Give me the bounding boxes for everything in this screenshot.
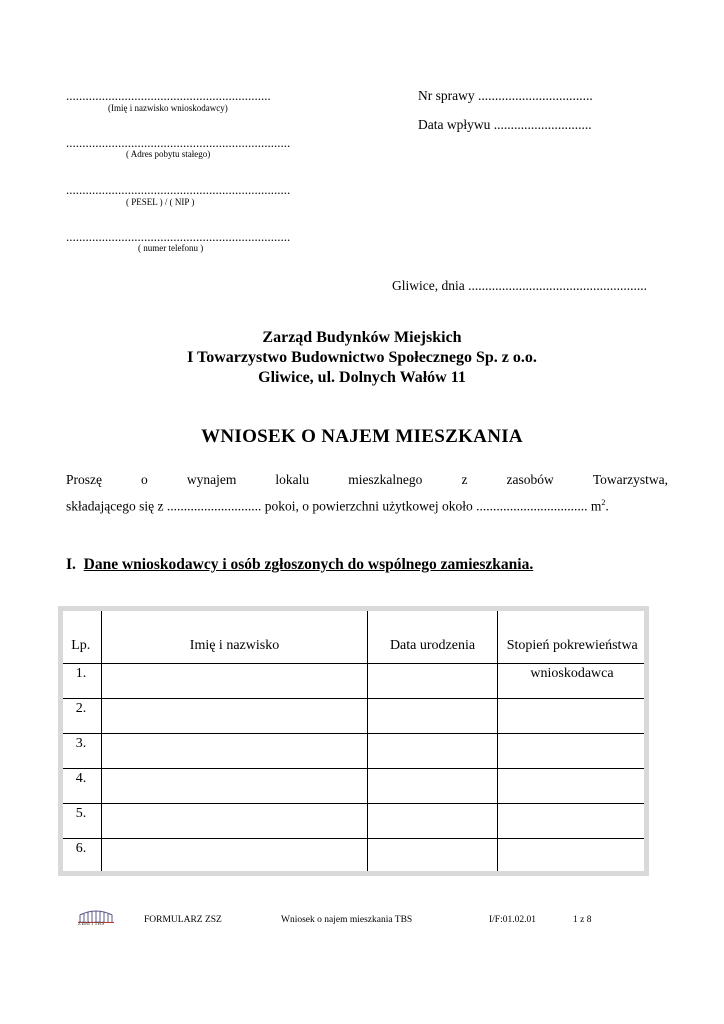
org-subtitle: I Towarzystwo Budownictwo Społecznego Sp. z o.o.: [187, 349, 537, 366]
request-line-1: [66, 472, 668, 488]
applicant-phone-caption: ( numer telefonu ): [138, 243, 204, 253]
header-birth-date: Data urodzenia: [368, 608, 498, 663]
birth-date-cell[interactable]: [368, 768, 498, 803]
request-line-2-text: składającego się z ............................ pokoi, o powierzchni użytkowej około ................................. m: [66, 498, 602, 514]
birth-date-cell[interactable]: [368, 838, 498, 873]
table-row: [61, 733, 647, 768]
name-cell[interactable]: [102, 698, 368, 733]
org-name: Zarząd Budynków Miejskich: [262, 329, 462, 346]
section-heading: [66, 556, 533, 574]
relation-cell[interactable]: [498, 698, 647, 733]
request-word: Towarzystwa,: [592, 472, 668, 487]
name-cell[interactable]: [102, 663, 368, 698]
applicant-phone-line[interactable]: .....................................................................: [66, 229, 291, 244]
logo-text: ZBM I TBS: [78, 921, 105, 927]
relation-cell[interactable]: [498, 768, 647, 803]
birth-date-cell[interactable]: [368, 663, 498, 698]
row-number: 3.: [61, 733, 102, 768]
birth-date-cell[interactable]: [368, 698, 498, 733]
request-word: Proszę: [66, 472, 102, 487]
relation-cell[interactable]: [498, 838, 647, 873]
case-number-field[interactable]: Nr sprawy ..................................: [418, 88, 593, 103]
table-row: [61, 698, 647, 733]
birth-date-cell[interactable]: [368, 733, 498, 768]
row-number: 1.: [61, 663, 102, 698]
company-logo: [76, 908, 116, 930]
name-cell[interactable]: [102, 803, 368, 838]
section-number: I.: [66, 556, 76, 573]
request-word: z: [461, 472, 468, 487]
request-word: o: [141, 472, 148, 487]
relation-cell[interactable]: [498, 733, 647, 768]
row-number: 2.: [61, 698, 102, 733]
document-title: WNIOSEK O NAJEM MIESZKANIA: [201, 426, 523, 447]
table-row: [61, 663, 647, 698]
org-address: Gliwice, ul. Dolnych Wałów 11: [258, 369, 466, 386]
applicant-name-line[interactable]: ...............................................................: [66, 88, 271, 103]
request-word: wynajem: [186, 472, 237, 487]
header-name: Imię i nazwisko: [102, 608, 368, 663]
table-row: [61, 768, 647, 803]
applicant-pesel-caption: ( PESEL ) / ( NIP ): [126, 197, 195, 207]
table-row: [61, 803, 647, 838]
footer-page-number: 1 z 8: [573, 915, 592, 925]
row-number: 4.: [61, 768, 102, 803]
row-number: 5.: [61, 803, 102, 838]
place-date-field[interactable]: Gliwice, dnia .....................................................: [392, 278, 647, 293]
row-number: 6.: [61, 838, 102, 873]
header-lp: Lp.: [61, 608, 102, 663]
request-line-2-end: .: [605, 498, 609, 514]
header-relation: Stopień pokrewieństwa: [506, 638, 638, 653]
relation-cell[interactable]: [498, 803, 647, 838]
footer-document-name: Wniosek o najem mieszkania TBS: [281, 915, 413, 925]
square-meter-superscript: 2: [601, 498, 606, 507]
table-header-row: [61, 608, 647, 663]
request-word: lokalu: [275, 472, 310, 487]
applicant-name-caption: (Imię i nazwisko wnioskodawcy): [108, 103, 228, 113]
name-cell[interactable]: [102, 838, 368, 873]
applicant-address-caption: ( Adres pobytu stałego): [126, 149, 211, 159]
footer-code: I/F:01.02.01: [489, 915, 536, 925]
table-row: [61, 838, 647, 873]
request-word: mieszkalnego: [348, 472, 423, 487]
applicant-pesel-line[interactable]: .....................................................................: [66, 182, 291, 197]
request-word: zasobów: [506, 472, 554, 487]
receipt-date-field[interactable]: Data wpływu .............................: [418, 117, 592, 132]
request-line-2[interactable]: [66, 498, 609, 515]
household-table: [60, 608, 647, 874]
section-title: Dane wnioskodawcy i osób zgłoszonych do wspólnego zamieszkania.: [83, 556, 534, 573]
birth-date-cell[interactable]: [368, 803, 498, 838]
applicant-address-line[interactable]: .....................................................................: [66, 135, 291, 150]
name-cell[interactable]: [102, 768, 368, 803]
relation-cell[interactable]: wnioskodawca: [498, 663, 647, 698]
name-cell[interactable]: [102, 733, 368, 768]
footer-form-id: FORMULARZ ZSZ: [144, 915, 222, 925]
